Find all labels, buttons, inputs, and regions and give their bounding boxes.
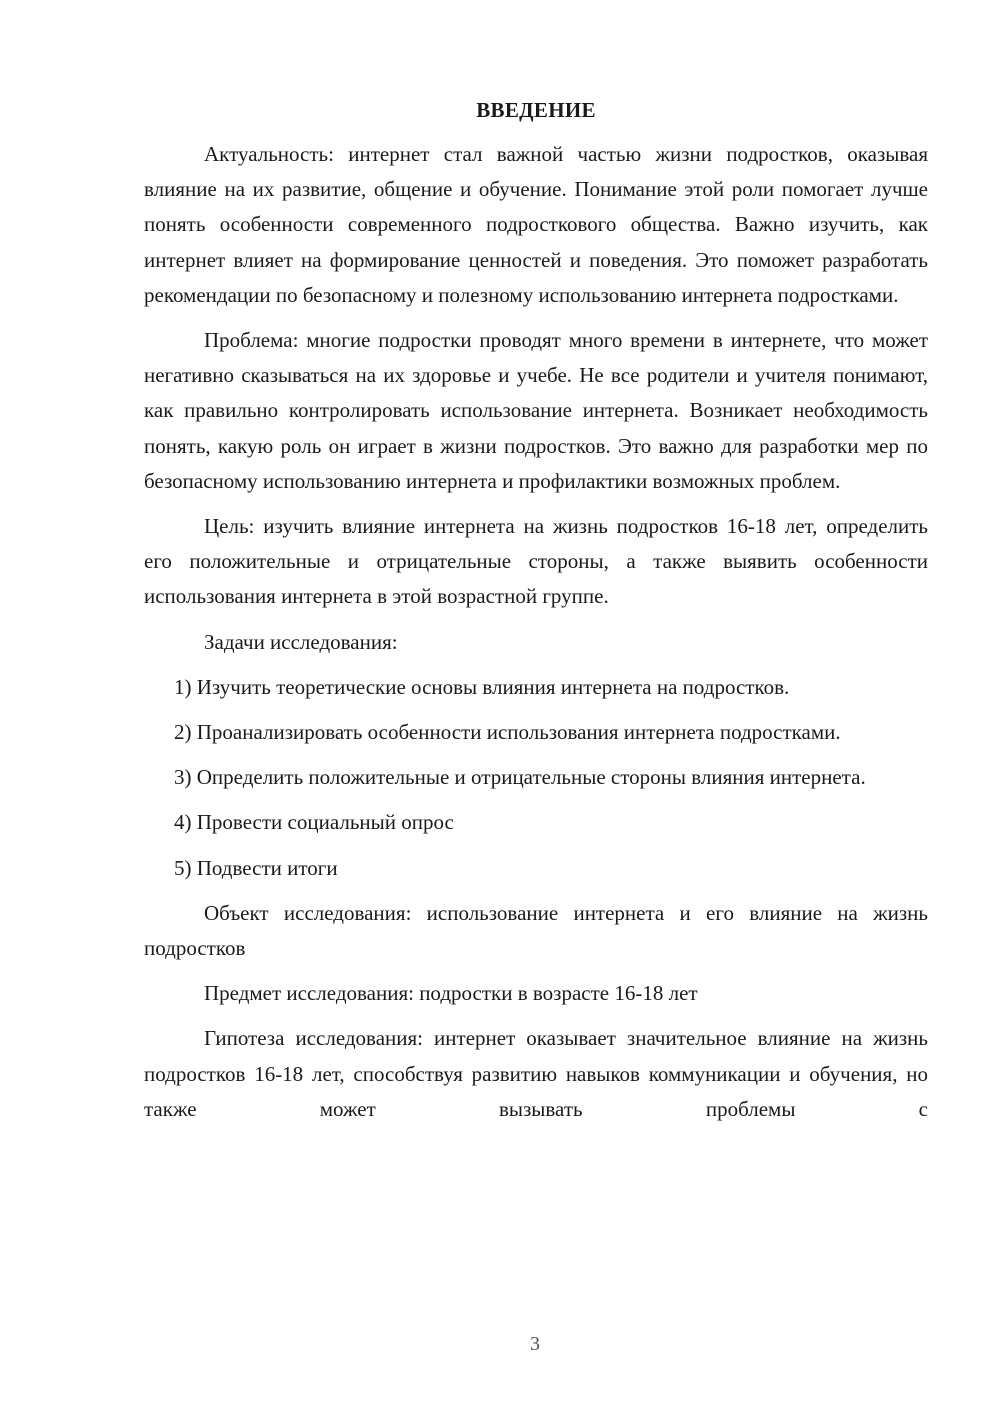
- page-number: 3: [530, 1333, 540, 1355]
- paragraph-subject: Предмет исследования: подростки в возрасте 16-18 лет: [204, 981, 698, 1006]
- task-item-1: 1) Изучить теоретические основы влияния интернета на подростков.: [174, 674, 790, 699]
- paragraph-relevance: Актуальность: интернет стал важной частью жизни подростков, оказывая влияние на их развитие, общение и обучение. Понимание этой роли помогает лучше понять особенности современного подросткового общества. Важно изучить, как интернет влияет на формирование ценностей и поведения. Это поможет разработать рекомендации по безопасному и полезному использованию интернета подростками.: [144, 142, 928, 307]
- paragraph-tasks-title: Задачи исследования:: [204, 629, 398, 654]
- paragraph-goal: Цель: изучить влияние интернета на жизнь подростков 16-18 лет, определить его положительные и отрицательные стороны, а также выявить особенности использования интернета в этой возрастной группе.: [144, 514, 928, 609]
- task-item-2: 2) Проанализировать особенности использования интернета подростками.: [174, 720, 841, 745]
- paragraph-problem: Проблема: многие подростки проводят много времени в интернете, что может негативно сказываться на их здоровье и учебе. Не все родители и учителя понимают, как правильно контролировать использование интернета. Возникает необходимость понять, какую роль он играет в жизни подростков. Это важно для разработки мер по безопасному использованию интернета и профилактики возможных проблем.: [144, 328, 928, 493]
- task-item-4: 4) Провести социальный опрос: [174, 810, 454, 835]
- paragraph-object: Объект исследования: использование интернета и его влияние на жизнь подростков: [144, 900, 928, 961]
- paragraph-hypothesis: Гипотеза исследования: интернет оказывает значительное влияние на жизнь подростков 16-18 лет, способствуя развитию навыков коммуникации и обучения, но также может вызывать проблемы с: [144, 1026, 928, 1121]
- document-page: [144, 95, 928, 1137]
- task-item-5: 5) Подвести итоги: [174, 855, 338, 880]
- task-item-3: 3) Определить положительные и отрицательные стороны влияния интернета.: [174, 765, 866, 790]
- section-heading: ВВЕДЕНИЕ: [476, 98, 596, 122]
